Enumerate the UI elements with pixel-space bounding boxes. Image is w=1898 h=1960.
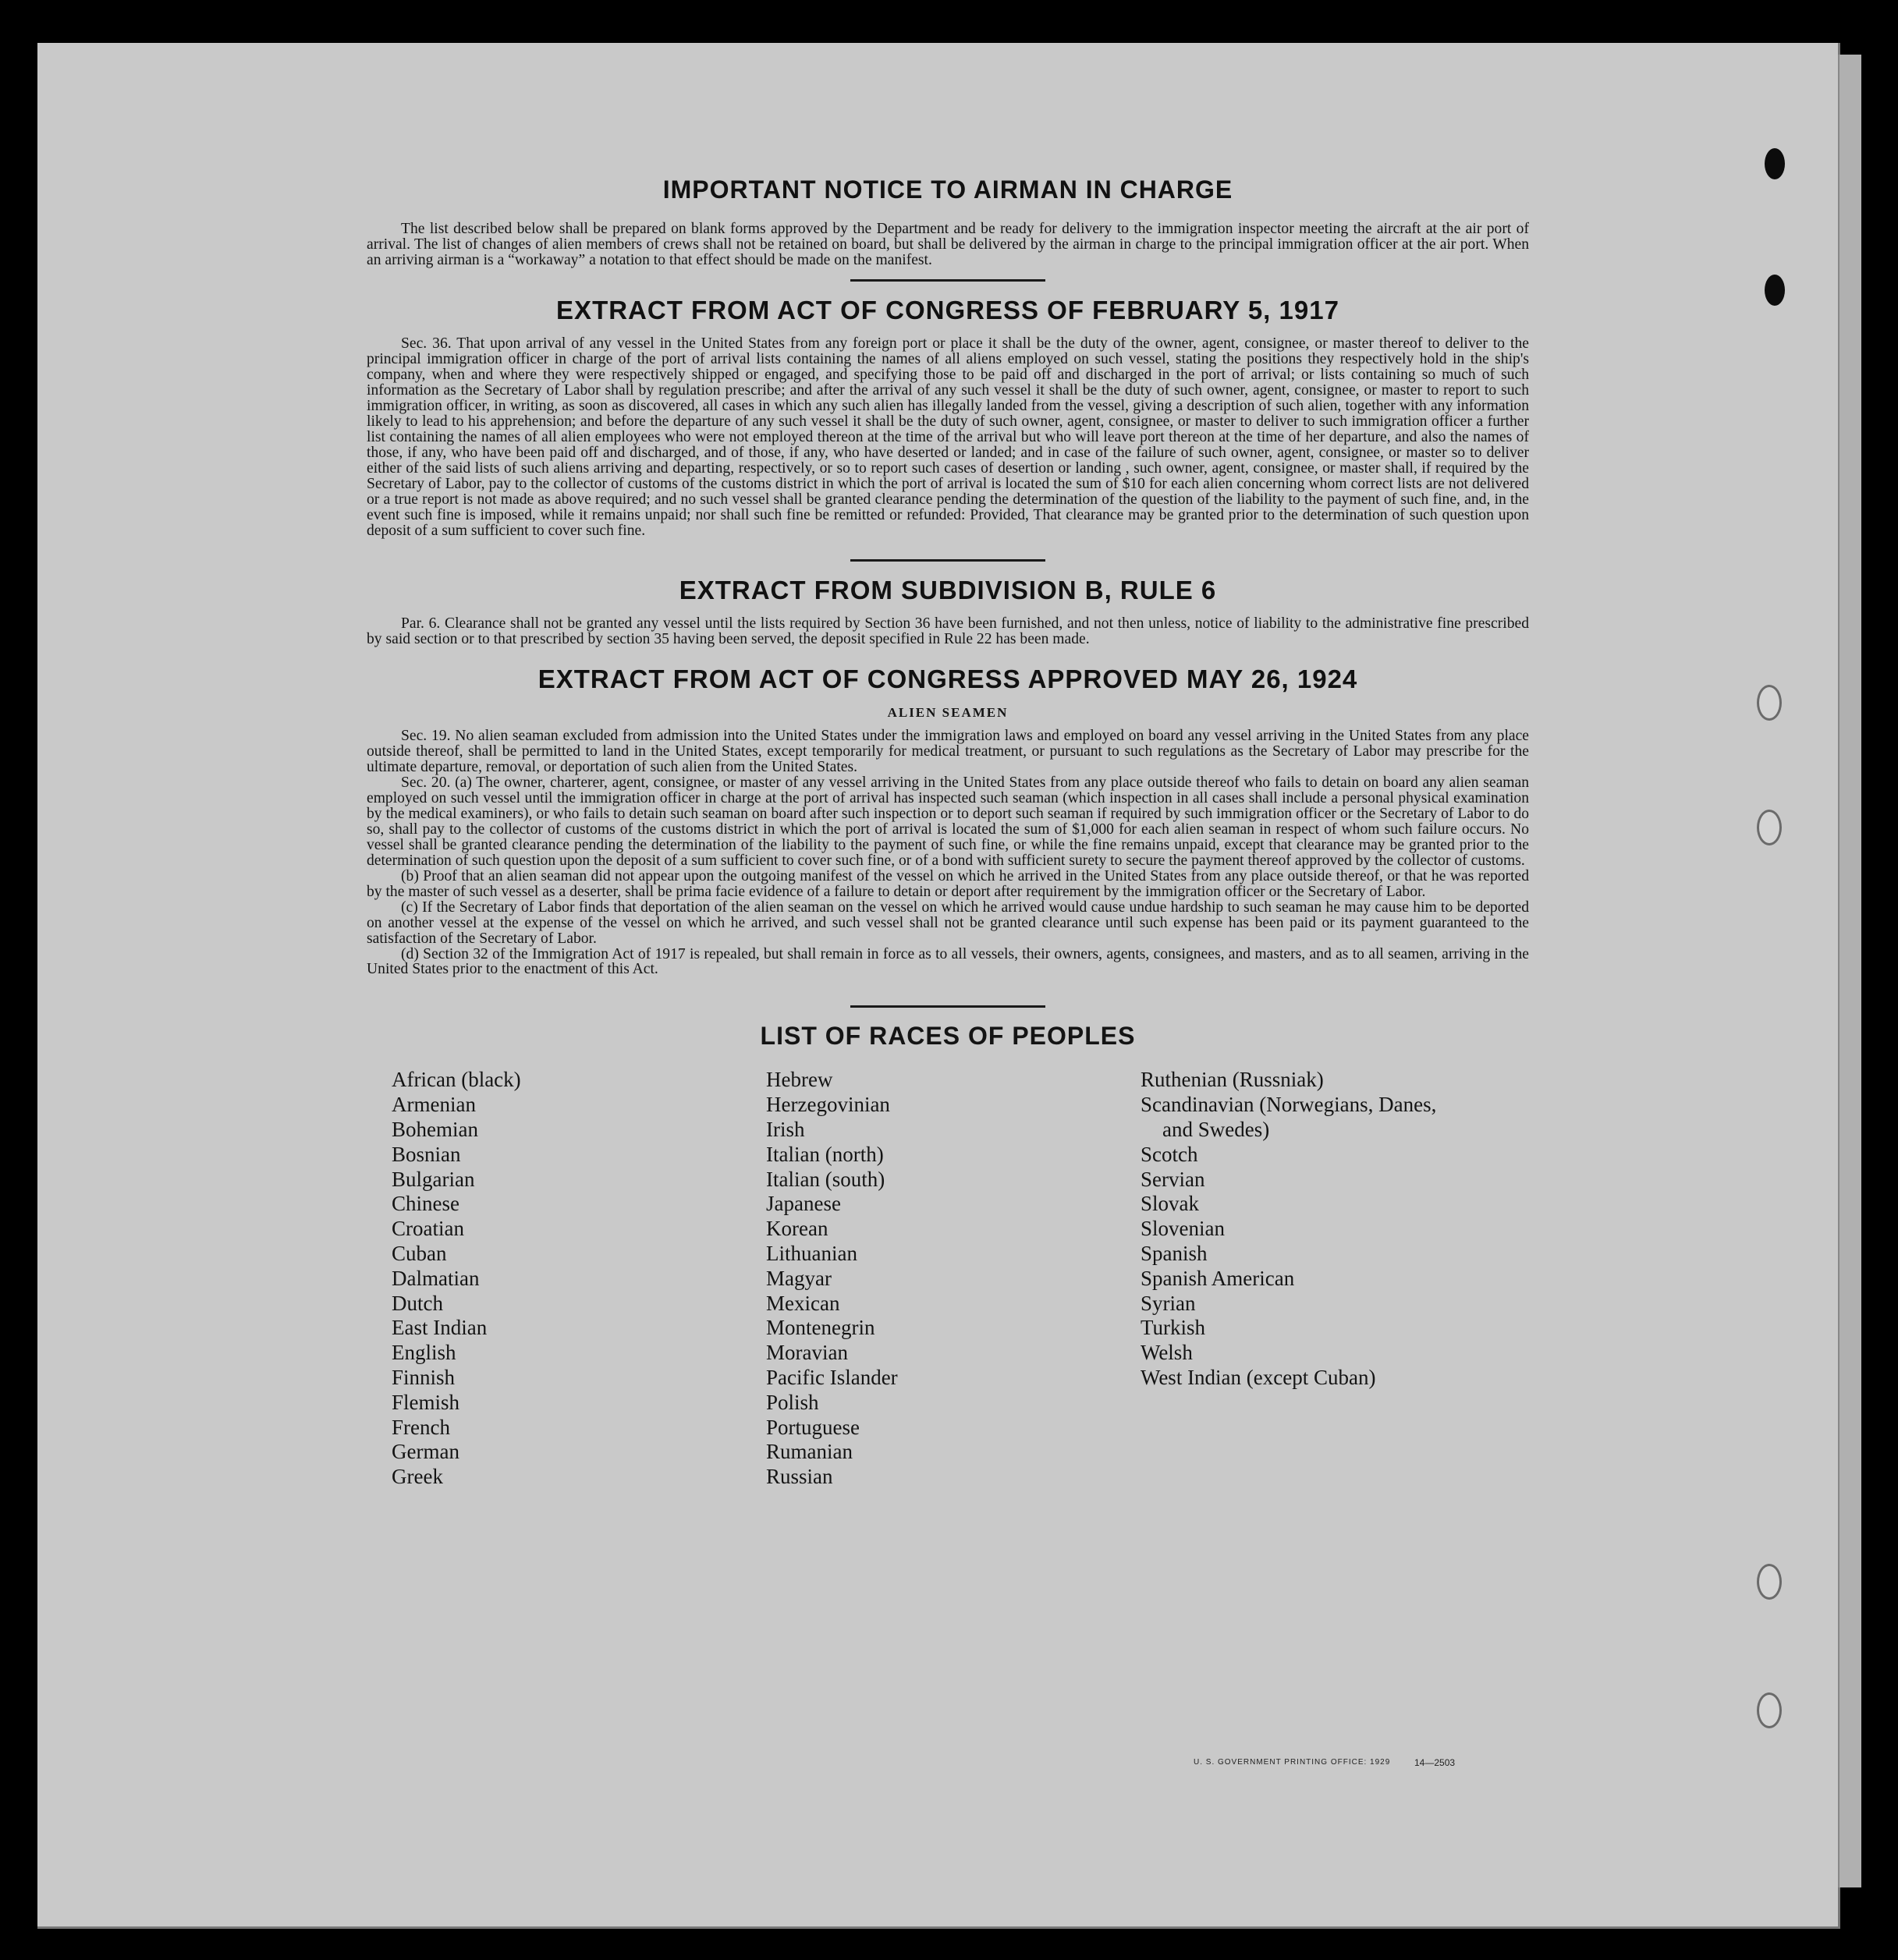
punch-hole	[1765, 148, 1785, 179]
race-item: Korean	[766, 1217, 828, 1241]
punch-hole	[1757, 1564, 1782, 1600]
race-item: Hebrew	[766, 1068, 833, 1092]
race-item: Lithuanian	[766, 1242, 857, 1266]
race-item: Moravian	[766, 1341, 848, 1365]
race-item: Chinese	[392, 1192, 459, 1216]
race-item: and Swedes)	[1162, 1118, 1270, 1142]
race-item: Rumanian	[766, 1440, 853, 1464]
act-1924-sec-20b: (b) Proof that an alien seaman did not appear upon the outgoing manifest of the vessel on which he arrived in the United States from any place outside thereof, or that he was reported by the master of such vessel as a deserter, shall be prima facie evidence of a failure to detain or deport after requirement by the immigration officer or the Secretary of Labor.	[367, 867, 1529, 900]
race-item: German	[392, 1440, 459, 1464]
punch-hole	[1765, 275, 1785, 306]
race-item: Cuban	[392, 1242, 447, 1266]
notice-paragraph: The list described below shall be prepared on blank forms approved by the Department and be ready for delivery to the immigration inspector meeting the aircraft at the air port of arrival. The list of changes of alien members of crews shall not be retained on board, but shall be delivered by the airman in charge to the principal immigration officer at the air port. When an arriving airman is a “workaway” a notation to that effect should be made on the manifest.	[367, 221, 1529, 268]
race-item: Italian (south)	[766, 1167, 885, 1191]
race-item: Herzegovinian	[766, 1093, 890, 1117]
section-divider	[850, 279, 1045, 282]
race-item: Slovenian	[1141, 1217, 1225, 1241]
act-1924-title: EXTRACT FROM ACT OF CONGRESS APPROVED MAY 26, 1924	[537, 664, 1358, 693]
section-divider	[850, 1005, 1045, 1008]
punch-hole	[1757, 1692, 1782, 1728]
document-body	[367, 175, 1529, 1505]
race-item: Bosnian	[392, 1142, 461, 1166]
races-column-1	[392, 1068, 521, 1490]
race-item: French	[392, 1415, 450, 1439]
race-item: Bohemian	[392, 1118, 478, 1142]
race-item: Slovak	[1141, 1192, 1200, 1216]
notice-section	[367, 175, 1529, 268]
race-item: Scandinavian (Norwegians, Danes,	[1141, 1093, 1437, 1117]
act-1924-sec-20a: Sec. 20. (a) The owner, charterer, agent, consignee, or master of any vessel arriving in the United States from any place outside thereof who fails to detain on board any alien seaman employed on such vessel until the immigration officer in charge at the port of arrival has inspected such seaman (which inspection in all cases shall include a personal physical examination by the medical examiners), or who fails to detain such seaman on board after such inspection or to deport such seaman if required by such immigration officer or the Secretary of Labor to do so, shall pay to the collector of customs of the customs district in which the port of arrival is located the sum of $1,000 for each alien seaman in respect of whom such failure occurs. No vessel shall be granted clearance pending the determination of the liability to the payment of such fine, or while the fine remains unpaid, except that clearance may be granted prior to the determination of such question upon the deposit of a sum sufficient to cover such fine, or of a bond with sufficient surety to secure the payment thereof approved by the collector of customs.	[367, 774, 1529, 869]
act-1924-section	[367, 665, 1529, 978]
race-item: Polish	[766, 1390, 819, 1414]
race-item: Flemish	[392, 1390, 460, 1414]
race-item: Pacific Islander	[766, 1366, 898, 1390]
section-divider	[850, 559, 1045, 562]
race-item: Ruthenian (Russniak)	[1141, 1068, 1324, 1092]
printing-office-imprint: U. S. GOVERNMENT PRINTING OFFICE: 1929	[1194, 1758, 1391, 1767]
act-1924-sec-20d: (d) Section 32 of the Immigration Act of 1917 is repealed, but shall remain in force as to all vessels, their owners, agents, consignees, and masters, and as to all seamen, arriving in the United States prior to the enactment of this Act.	[367, 945, 1529, 978]
race-item: Greek	[392, 1465, 443, 1489]
race-item: East Indian	[392, 1316, 488, 1340]
race-item: Syrian	[1141, 1291, 1196, 1315]
race-item: Dalmatian	[392, 1266, 480, 1290]
notice-title: IMPORTANT NOTICE TO AIRMAN IN CHARGE	[662, 175, 1233, 204]
race-item: Montenegrin	[766, 1316, 875, 1340]
race-item: Spanish	[1141, 1242, 1208, 1266]
race-item: Armenian	[392, 1093, 476, 1117]
race-item: Magyar	[766, 1266, 832, 1290]
race-item: Italian (north)	[766, 1142, 884, 1166]
race-item: Turkish	[1141, 1316, 1206, 1340]
races-title: LIST OF RACES OF PEOPLES	[760, 1022, 1136, 1051]
race-item: Dutch	[392, 1291, 443, 1315]
race-item: Bulgarian	[392, 1167, 475, 1191]
race-item: Russian	[766, 1465, 833, 1489]
race-item: Scotch	[1141, 1142, 1198, 1166]
punch-hole	[1757, 810, 1782, 845]
act-1917-title: EXTRACT FROM ACT OF CONGRESS OF FEBRUARY 5, 1917	[556, 295, 1339, 324]
race-item: Portuguese	[766, 1415, 860, 1439]
act-1917-section	[367, 296, 1529, 539]
rule-6-title: EXTRACT FROM SUBDIVISION B, RULE 6	[679, 575, 1217, 604]
act-1924-subtitle: ALIEN SEAMEN	[887, 704, 1009, 720]
race-item: Irish	[766, 1118, 805, 1142]
races-list	[367, 1068, 1529, 1505]
act-1917-section-36: Sec. 36. That upon arrival of any vessel in the United States from any foreign port or place it shall be the duty of the owner, agent, consignee, or master thereof to deliver to the principal immigration officer in charge of the port of arrival lists containing the names of all aliens employed on such vessel, stating the positions they respectively hold in the ship's company, when and where they were respectively shipped or engaged, and specifying those to be paid off and discharged in the port of arrival; or lists containing so much of such information as the Secretary of Labor shall by regulation prescribe; and after the arrival of any such vessel it shall be the duty of such owner, agent, consignee, or master to report to such immigration officer, in writing, as soon as discovered, all cases in which any such alien has illegally landed from the vessel, giving a description of such alien, together with any information likely to lead to his apprehension; and before the departure of any such vessel it shall be the duty of such owner, agent, consignee, or master to deliver to such immigration officer a further list containing the names of all alien employees who were not employed thereon at the time of the arrival but who will leave port thereon at the time of her departure, and also the names of those, if any, who have been paid off and discharged, and of those, if any, who have deserted or landed; and in case of the failure of such owner, agent, consignee, or master so to deliver either of the said lists of such aliens arriving and departing, respectively, or so to report such cases of desertion or landing , such owner, agent, consignee, or master shall, if required by the Secretary of Labor, pay to the collector of customs of the customs district in which the port of arrival is located the sum of $10 for each alien concerning whom correct lists are not delivered or a true report is not made as above required; and no such vessel shall be granted clearance pending the determination of the question of the liability to the payment of such fine, and, in the event such fine is imposed, while it remains unpaid; nor shall such fine be remitted or refunded: Provided, That clearance may be granted prior to the determination of such question upon deposit of a sum sufficient to cover such fine.	[367, 335, 1529, 539]
act-1924-sec-19: Sec. 19. No alien seaman excluded from admission into the United States under the immigration laws and employed on board any vessel arriving in the United States from any place outside thereof, shall be permitted to land in the United States, except temporarily for medical treatment, or pursuant to such regulations as the Secretary of Labor may prescribe for the ultimate departure, removal, or deportation of such alien from the United States.	[367, 727, 1529, 775]
race-item: Servian	[1141, 1167, 1205, 1191]
race-item: Mexican	[766, 1291, 840, 1315]
races-column-3	[1141, 1068, 1507, 1390]
punch-hole	[1757, 685, 1782, 721]
form-number: 14—2503	[1414, 1757, 1456, 1768]
underlying-sheet-edge	[1838, 55, 1861, 1887]
rule-6-section	[367, 576, 1529, 647]
races-column-2	[766, 1068, 898, 1490]
race-item: Finnish	[392, 1366, 456, 1390]
race-item: West Indian (except Cuban)	[1141, 1366, 1376, 1390]
race-item: Spanish American	[1141, 1266, 1295, 1290]
race-item: English	[392, 1341, 456, 1365]
race-item: Japanese	[766, 1192, 841, 1216]
races-section	[367, 1022, 1529, 1505]
race-item: Croatian	[392, 1217, 464, 1241]
rule-6-paragraph: Par. 6. Clearance shall not be granted any vessel until the lists required by Section 36 have been furnished, and not then unless, notice of liability to the administrative fine prescribed by said section or to that prescribed by section 35 having been served, the deposit specified in Rule 22 has been made.	[367, 615, 1529, 647]
act-1924-sec-20c: (c) If the Secretary of Labor finds that deportation of the alien seaman on the vessel on which he arrived would cause undue hardship to such seaman he may cause him to be deported on another vessel at the expense of the vessel on which he arrived, and such vessel shall not be granted clearance until such expense has been paid or its payment guaranteed to the satisfaction of the Secretary of Labor.	[367, 898, 1529, 947]
race-item: Welsh	[1141, 1341, 1193, 1365]
race-item: African (black)	[392, 1068, 521, 1092]
